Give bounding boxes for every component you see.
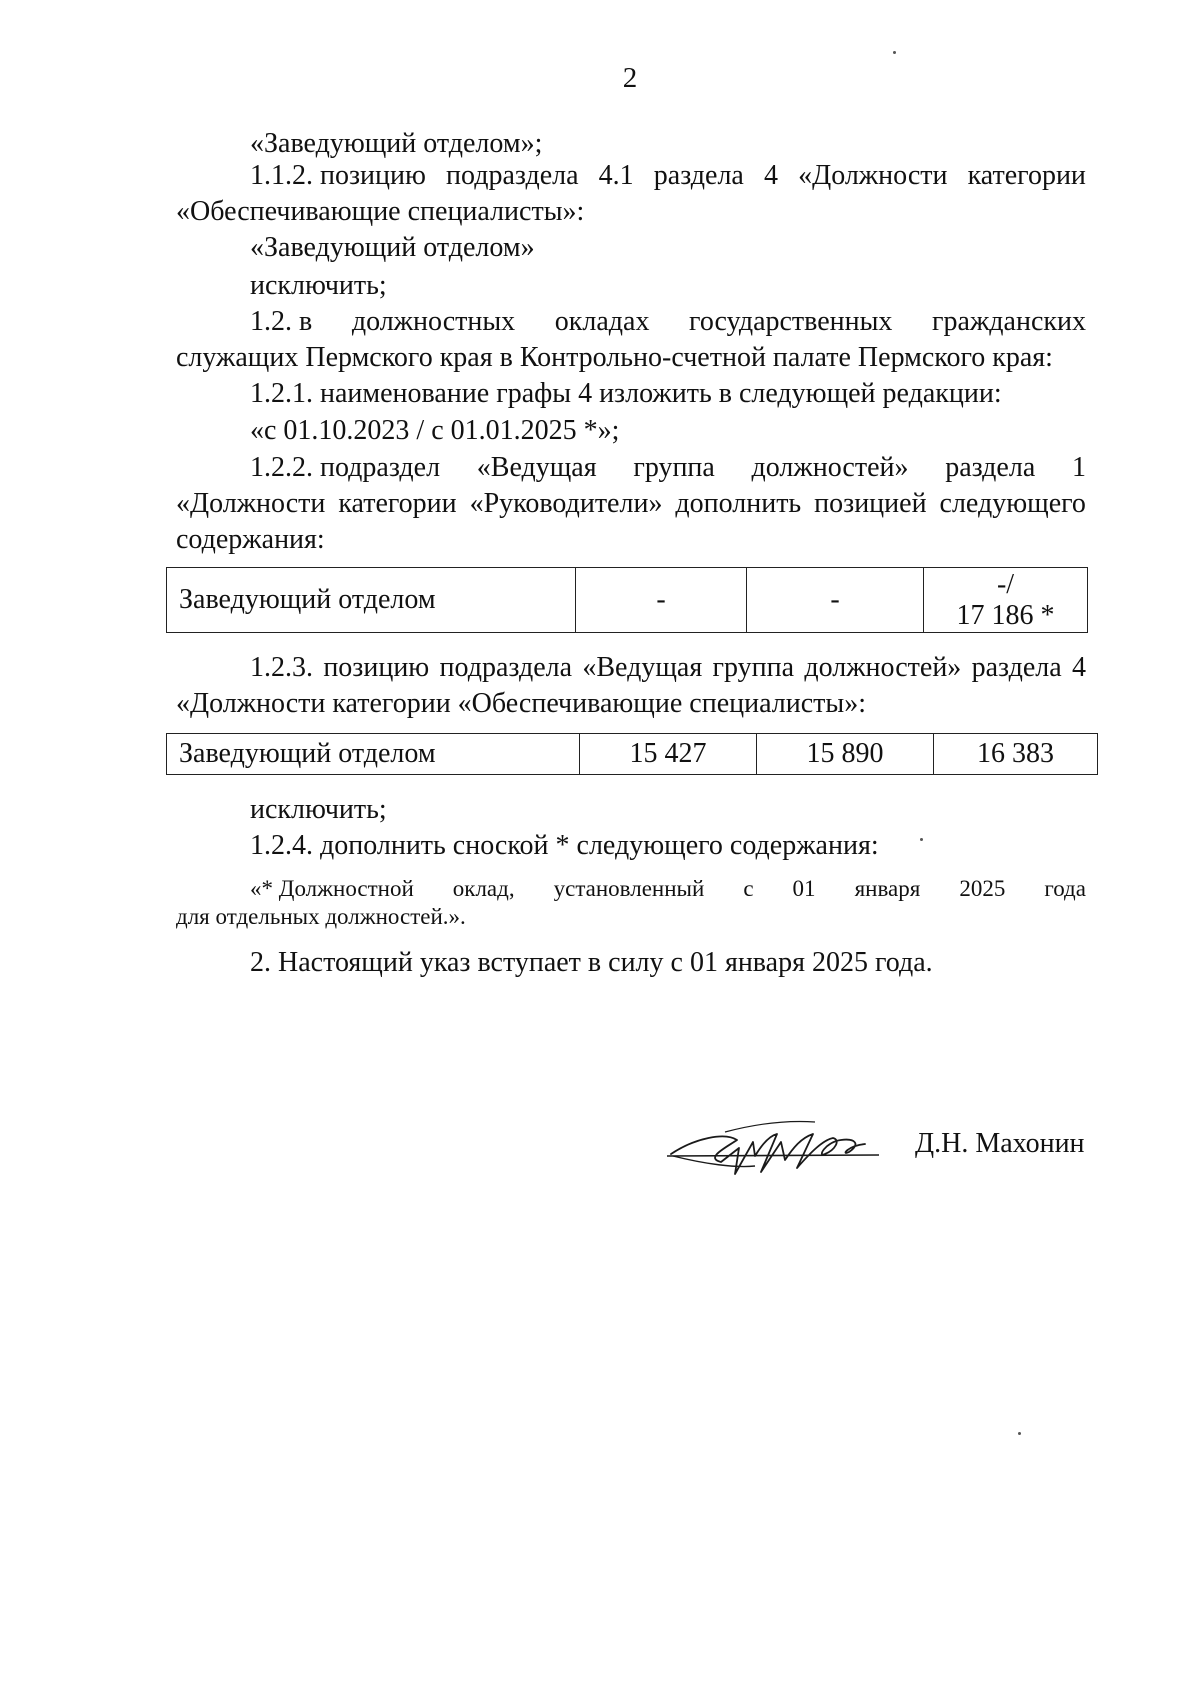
table-cell-position: Заведующий отделом: [167, 568, 576, 633]
table-row: [167, 734, 1098, 775]
text-line: «Заведующий отделом»;: [250, 128, 543, 159]
text-line-justified: [250, 158, 1086, 194]
text-line: исключить;: [250, 794, 387, 825]
word: дополнить: [675, 488, 802, 519]
word: 1.2.2. подраздел: [250, 452, 441, 483]
text-line-justified: [250, 450, 1086, 486]
word: категории: [967, 160, 1086, 191]
word: 4.1: [598, 160, 634, 191]
word: «* Должностной: [250, 876, 414, 901]
text-line-justified: [176, 486, 1086, 522]
word: 1.1.2. позицию: [250, 160, 426, 191]
table-cell: 15 427: [580, 734, 757, 775]
salary-table-2: [166, 733, 1098, 775]
text-line: 1.2.4. дополнить сноской * следующего содержания:: [250, 830, 879, 861]
word: с: [743, 876, 754, 901]
word: государственных: [689, 306, 893, 337]
cell-line: -/: [996, 569, 1015, 600]
word: «Должности: [798, 160, 948, 191]
text-line: 2. Настоящий указ вступает в силу с 01 января 2025 года.: [250, 947, 933, 978]
text-line: служащих Пермского края в Контрольно-счетной палате Пермского края:: [176, 342, 1053, 373]
word: группа: [633, 452, 715, 483]
word: подраздела: [439, 652, 573, 683]
text-line-justified: [250, 650, 1086, 686]
table-cell: 16 383: [934, 734, 1098, 775]
word: раздела: [971, 652, 1062, 683]
table-row: [167, 568, 1088, 633]
signer-name: Д.Н. Махонин: [915, 1128, 1085, 1159]
word: группа: [712, 652, 795, 683]
word: января: [854, 876, 921, 901]
word: оклад,: [452, 876, 515, 901]
word: гражданских: [932, 306, 1086, 337]
scan-speck: [893, 51, 896, 54]
word: позицию: [323, 652, 430, 683]
word: 01: [792, 876, 816, 901]
word: 2025: [959, 876, 1006, 901]
scan-speck: [1018, 1432, 1021, 1435]
scan-speck: [920, 838, 923, 841]
word: 4: [763, 160, 778, 191]
table-cell-salary: [924, 568, 1088, 633]
text-line-justified: [250, 304, 1086, 340]
text-line: «Должности категории «Обеспечивающие специалисты»:: [176, 688, 866, 719]
text-line: «Заведующий отделом»: [250, 232, 535, 263]
table-cell-position: Заведующий отделом: [167, 734, 580, 775]
table-cell: 15 890: [757, 734, 934, 775]
word: должностей»: [804, 652, 962, 683]
word: 1.2.3.: [250, 652, 313, 683]
word: года: [1044, 876, 1086, 901]
word: установленный: [553, 876, 705, 901]
word: «Ведущая: [582, 652, 703, 683]
word: «Руководители»: [469, 488, 663, 519]
word: следующего: [939, 488, 1086, 519]
word: 4: [1071, 652, 1086, 683]
signature-image: [665, 1112, 897, 1184]
salary-table-1: [166, 567, 1088, 633]
word: раздела: [653, 160, 744, 191]
footnote-line: для отдельных должностей.».: [176, 904, 466, 929]
text-line: «с 01.10.2023 / с 01.01.2025 *»;: [250, 415, 620, 446]
table-cell: -: [576, 568, 747, 633]
word: раздела: [945, 452, 1036, 483]
table-cell: -: [747, 568, 924, 633]
word: 1.2. в: [250, 306, 313, 337]
page-number: 2: [622, 62, 638, 94]
word: 1: [1071, 452, 1086, 483]
word: позицией: [814, 488, 927, 519]
word: должностей»: [751, 452, 909, 483]
footnote-line-justified: [250, 875, 1086, 903]
word: окладах: [554, 306, 650, 337]
text-line: «Обеспечивающие специалисты»:: [176, 196, 585, 227]
text-line: 1.2.1. наименование графы 4 изложить в следующей редакции:: [250, 378, 1002, 409]
text-line: исключить;: [250, 270, 387, 301]
word: должностных: [351, 306, 516, 337]
word: «Должности: [176, 488, 326, 519]
text-line: содержания:: [176, 524, 325, 555]
word: подраздела: [446, 160, 579, 191]
word: категории: [338, 488, 457, 519]
cell-line: 17 186 *: [956, 600, 1055, 631]
word: «Ведущая: [476, 452, 597, 483]
